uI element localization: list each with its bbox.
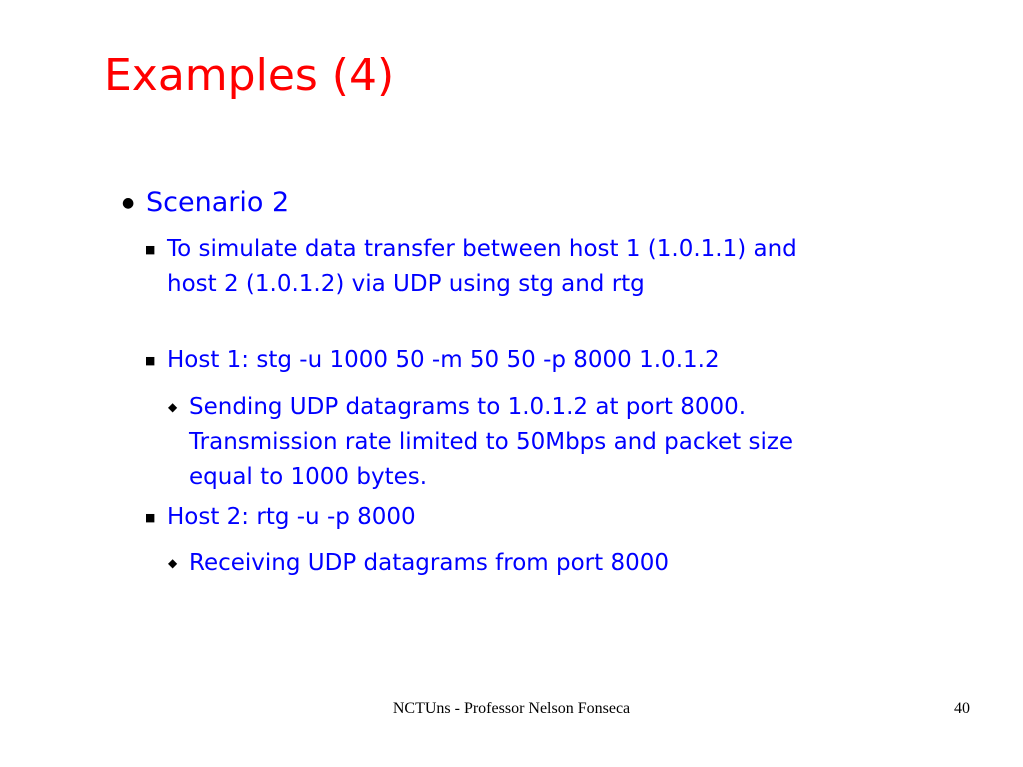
sub-bullet-text: Host 2: rtg -u -p 8000 [167,504,416,530]
sub-bullet-host1 [145,343,827,378]
sub-sub-bullet-text: Sending UDP datagrams to 1.0.1.2 at port 8000. Transmission rate limited to 50Mbps and packet size equal to 1000 bytes. [189,394,794,490]
round-bullet-icon: ● [122,195,135,211]
square-bullet-icon: ■ [145,511,156,524]
sub-bullet-host2 [145,500,827,535]
square-bullet-icon: ■ [145,243,156,256]
sub-bullet-simulate [145,232,817,302]
slide-footer: NCTUns - Professor Nelson Fonseca [392,700,631,717]
slide-title: Examples (4) [104,50,395,101]
sub-sub-bullet-receiving [168,546,829,581]
sub-sub-bullet-text: Receiving UDP datagrams from port 8000 [189,550,669,576]
square-bullet-icon: ■ [145,354,156,367]
bullet-scenario [122,185,290,221]
diamond-bullet-icon: ◆ [168,556,178,570]
sub-bullet-text: To simulate data transfer between host 1 (1.0.1.1) and host 2 (1.0.1.2) via UDP using stg and rtg [167,236,797,297]
diamond-bullet-icon: ◆ [168,400,178,414]
sub-bullet-text: Host 1: stg -u 1000 50 -m 50 50 -p 8000 1.0.1.2 [167,347,720,373]
page-number: 40 [954,700,970,717]
bullet-text: Scenario 2 [146,187,290,218]
sub-sub-bullet-sending [168,390,819,495]
